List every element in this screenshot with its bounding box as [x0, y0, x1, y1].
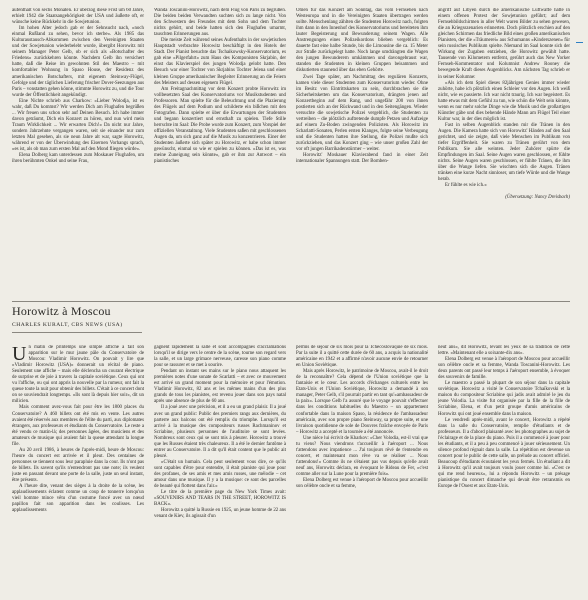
paragraph-text: A l'heure dite, venant des sièges à la droite de la scène, les applaudissements éclatent comme un coup de tonnerre lorsqu'un vieil homme mince vêtu d'un costume foncé avec un nœud papillon fait son apparition dans les coulisses. Les applaudissements	[12, 484, 144, 514]
french-column-2	[154, 345, 286, 595]
german-column-4	[438, 8, 570, 298]
paragraph-text: Le maestro a passé la plupart de son séjour dans la capitale soviétique. Horowitz a visité le Conservatoire Tchaïkovski et la maison du compositeur Scriabine qui jadis avait admiré le jeu du jeune Volodia. La visite fut organisée par la fille de la fille de Scriabine, Elena, et d'un petit groupe d'amis américains de Horowitz qui ont joué ensemble dans la maison.	[438, 381, 570, 417]
section-divider	[12, 301, 570, 302]
paragraph-text: Mais après Horowitz, le patrimoine de Moscou, avait-il le droit de la reconnaître? Cela dépend de l'Union soviétique que la fantaisie et le cœur. Les accords d'échanges culturels entre les Etats-Unis et l'Union Soviétique, Horowitz a demandé à son manager, Peter Gelb, s'il pourrait partir en tant qu'»ambassadeur de la paix«. Lorsque Gelb l'a assuré que le voyage pouvait s'effectuer dans les conditions habituelles du Maestro – un appartement confortable dans la maison Spaso, la résidence de l'ambassadeur américain, avec son propre piano Steinway, sa propre suite, et une livraison quotidienne de sole de Douvres fraîche envoyée de Paris – Horowitz a accepté et la tournée a été annoncée.	[296, 369, 428, 435]
paragraph-text: Fast in selben Augenblick standen mir die Tränen in den Augen. Die Kamera hatte sich von Horowitz' Händen auf den Saal gerichtet, und sie zeigte, daß viele Menschen im Publikum von tiefer Ergriffenheit. Sie waren zu Tränen gerührt von dem Publikum. Sie alle weinten. Jeder Zuhörer spürte die Empfindungen im Saal. Seine Augen waren geschlossen, er fühlte nichts. Seine Augen waren geschlossen, er fühlte Tränen, die ihm über die Wange liefen. Sie wischten sich die Augen. Tränen tränken eine kurze Nacht sinnloser, um tiefe Würde und die Wange herab.	[438, 122, 570, 183]
german-column-2	[154, 8, 286, 298]
german-section	[12, 8, 570, 298]
paragraph	[12, 8, 144, 26]
byline-rule	[12, 332, 142, 333]
paragraph	[12, 26, 144, 99]
paragraph	[12, 448, 144, 484]
paragraph	[296, 369, 428, 436]
paragraph	[438, 357, 570, 381]
paragraph	[154, 87, 286, 166]
paragraph-text: Au 20 avril 1986, à heures de l'après-midi, heure de Moscou: l'heure du concert est arrivée et il pleut. Des centaines de personnes se tiennent sous leur parapluie dans la cour. Ils n'ont pas de billets. Ils savent qu'ils n'entendront pas une note; ils veulent juste en passant devant une porte de la salle, juste un seul instant, être présents.	[12, 447, 144, 484]
article-byline: CHARLES KURALT, CBS NEWS (USA)	[12, 322, 123, 328]
french-column-3	[296, 345, 428, 595]
paragraph	[438, 8, 570, 81]
french-column-1	[12, 345, 144, 595]
paragraph	[154, 460, 286, 490]
paragraph	[154, 508, 286, 520]
paragraph-text: Elena Dolberg est venue à l'aéroport de Moscou pour accueillir son célèbre oncle et sa femme, Wanda Toscanini-Horowitz. Les deux parents ont passé leur temps à l'aéroport ensemble, à évoquer des souvenirs de famille.	[438, 357, 570, 381]
paragraph	[296, 478, 428, 490]
french-section	[12, 345, 570, 595]
paragraph	[296, 436, 428, 478]
paragraph-text: Wanda Toscanini-Horowitz, nach dem Flug von Paris zu begrüßen. Die beiden beiden Verwandten suchten sich zu lange nicht. Von den Schwestern des Freundes mit dem Sohn und dem Tochter nichts gehört, und beide hatten sich den Flughafen umarmt, tauschten Erinnerungen aus.	[154, 8, 286, 38]
paragraph	[154, 38, 286, 86]
paragraph-text: Mais comment avez-vous fait pour être les 1800 places du Conservatoire? A 460 billets ont été mis en vente. Les autres avaient été réservés aux membres de l'élite du parti, aux diplomates étrangers, aux professeurs et étudiants du Conservatoire. Le reste a été vendu ce matin-là; des personnes âgées, des musiciens et des amateurs de musique qui avaient fait la queue attendant la longue file.	[12, 405, 144, 447]
paragraph	[12, 484, 144, 514]
paragraph	[438, 345, 570, 357]
paragraph-text: »Als ich dem Spiel dieses 82jährigen Genies immer wieder zuhörte, habe ich plötzlich einen Schleier vor den Augen. Ich weiß nicht, wie es passierte. Ich war nicht traurig. Ich war begeistert. Es hatte etwas mit dem Gefühl zu tun, wie schön die Welt sein könnte, wenn es nur mehr solche Dinge wie die Musik und die großartigen Künstler gäbe und dies behende Hände Mann am Flügel Teil einer Kultur war, in der dies möglich ist.	[438, 80, 570, 122]
paragraph-text: Er fühlte es wie ich.«	[445, 183, 487, 189]
paragraph	[438, 381, 570, 417]
paragraph-text: Elena Dolberg kam unterdessen zum Moskauer Flughafen, um ihren berühmten Onkel und seine Frau,	[12, 153, 144, 165]
paragraph	[154, 345, 286, 369]
drop-cap: U	[12, 345, 27, 365]
paragraph	[154, 490, 286, 508]
paragraph-text: Zwei Tage später, am Nachmittag des regulären Konzerts, kamen viele dieser Studenten zum Konservatorium wieder. Ohne im Besitz von Eintrittskarten zu sein, durchbrachen sie die Sicherheitsketten um das Konservatorium, drängten jenen auf Konzertbeginn auf dem Rang, und ungefähr 200 von ihnen postierten sich an der Rückwand und in den Seitengängen. Wieder versuchte die sowjetische Polizei vergeblich, die Studenten zu vertreiben – die plötzlich auftretende dumpfe Petzen und Aufzeige auf einem Zu-Boden zwingenden Polizisten. Als Horowitz im Scharlatti-Sonaten, Perlen ersten Klanges, folgte seine Verbeugung und die Studenten hatten ihre Stellung, die Polizei mußte sich zurückziehen, und das Konzert ging – wie unser großen Zahl der vor oft jungen Barrikadenstürmer – weiter.	[296, 74, 428, 153]
german-column-3	[296, 8, 428, 298]
paragraph	[296, 8, 428, 75]
paragraph-text: Die meiste Zeit während seines Aufenthalts in der sowjetischen Hauptstadt verbrachte Horowitz beschäftigt in den Hotels der Stadt. Der Pianist besuchte das Tschaikowsky-Konservatorium, es gab eine »Pilgerfahrt« zum Haus des Komponisten Skrjabin, der einst das Klavierspiel des jungen Wolodja gelobt hatte. Den Besuch war einer Tochter von Skrjabins Tochter Jelena und einer kleinen Gruppe amerikanischer Begleiter Erinnerung an die Feiern des Meisters auf dessen eigenem Flügel.	[154, 38, 286, 86]
paragraph-text: gagnent rapidement la salle et sont accompagnés d'acclamations lorsqu'il se dirige vers le centre de la scène, tourne son regard vers la salle, et un large grimace nerveuse, caresse son piano comme pour se rassurer et se met à sourire.	[154, 345, 286, 369]
paragraph-text: n matin de printemps une simple affiche a fait son apparition sur le mur jaune pâle du Conservatoire de Moscou: Vladimir Horowitz. On pouvait y lire que »Vladimir Horowitz (USA)« donnerait un récital de piano. Seulement une affiche – mais elle déclencha un courant électrique de surprise et de joie à travers la capitale soviétique. Ceux qui ont vu l'affiche, ou qui ont appris la nouvelle par la rumeur, ont fait la queue toute la nuit pour obtenir des billets. C'était à ce concert dont on se souviendrait longtemps. »Ils sont là depuis hier soir«, dit un milicien.	[12, 345, 144, 405]
paragraph-text: Une nièce lui écrivit de Kharkov: »Cher Volodia, est-il vrai que tu viens? Nous viendrons t'accueillir à l'aéroport ... Nous t'attendons avec impatience ... J'ai toujours rêvé de t'entendre en concert, et maintenant mon rêve va se réaliser ... Nous t'attendons!« Comme ils ne s'étaient pas vus depuis qu'elle avait neuf ans, Horowitz déclara, en évoquant le Rideau de Fer, »c'est comme aller sur la Lune pour la première fois«.	[296, 435, 428, 477]
paragraph-text: Il a joué avec une précision, et il a eu un grand plaisir. Il a joué avec un grand public: Public des premiers rangs aux dernières, du parterre aux balcons ont été remplis du triomphe. Lorsqu'il est arrivé à la musique des compositeurs russes Rachmaninov et Scriabine, plusieurs personnes de l'auditoire se sont levées. Nombreux sont ceux qui se sont mis à pleurer. Horowitz a trouvé que les Russes étaient très chaleureux. Il a été le dernier fantôme à entrer au Conservatoire. Il a dit qu'il était content que le public ait pleuré.	[154, 405, 286, 459]
paragraph	[438, 418, 570, 491]
paragraph	[296, 153, 428, 165]
paragraph	[12, 405, 144, 447]
paragraph-text: Omen für das Konzert am Sonntag, das vom Fernsehen nach Westeuropa und in die Vereinigten Staaten übertragen werden sollte. Menschenlang zählten die Studenten Horowitz nach, folgten ihm dann in den Innenhof des Konservatoriums und bereiteten ihm lauter Begeisterung und Bewunderung seinem Wagen. Alle Anstrengungen eines Polizeikordons blieben vergeblich: Es dauerte fast eine halbe Stunde, bis die Limousine die ca. 15 Meter zur Straße zurückgelegt hatte. Noch lange umdrängten die Wagen den jungen Bewunderern umkämmen und davongebraust war, standen die Studenten in kleinen Gruppen beisammen und diskutierten staunend über das eben Gehörte.	[296, 8, 428, 74]
paragraph-text: Horowitz' Moskauer Klavierabend fand in einer Zeit internationaler Spannungen statt. Der Bomben-	[296, 153, 428, 165]
paragraph	[438, 183, 570, 189]
french-column-4	[438, 345, 570, 595]
paragraph	[154, 405, 286, 459]
paragraph	[438, 81, 570, 123]
paragraph-text: aufenthalt von sechs Monaten. Er überzog diese Frist um 60 Jahre, erhielt 1942 die Staatsangehörigkeit der USA und äußerte oft, er wünsche keine Rückkehr in die Sowjetunion.	[12, 8, 144, 26]
paragraph-text: Le titre de la première page du New York Times avait: »SOUVENIRS AND TEARS IN THE STREET, HOROWITZ IS BACK«.	[154, 490, 286, 508]
paragraph	[154, 369, 286, 405]
paragraph-text: »C'était un humain. Cela peut seulement vous dire, ce qu'ils sont capables d'être pour entendre, il était pianiste qui joue pour des profanes, de ses amis et mes amis russes, une mélodie – cet amour dans une musique. Il y a la musique: ce sont des parcelles de beauté qui flottent dans l'air.«	[154, 459, 286, 490]
paragraph-text: Le vendredi après-midi, avant le concert, Horowitz a répété dans la salle du Conservatoire, remplie d'étudiants et de professeurs. Il a d'abord plaisanté avec les photographes au sujet de l'éclairage et de la place du piano. Puis il a commencé à jouer pour les étudiants, et il a peu à peu commencé à jouer sérieusement. Un silence profond régnait dans la salle. La répétition est devenue un concert pour le public de cette salle, un prélude au concert officiel. Beaucoup d'étudiants écoutaient les yeux fermés. Un étudiant a dit à Horowitz qu'il avait toujours voulu jouer comme lui. »C'est ce qui me rend heureux«, lui a répondu Horowitz – un présage pianistique du concert dimanche qui devait être retransmis en Europe de l'Ouest et aux Etats-Unis.	[438, 417, 570, 490]
paragraph-text: Am Freitagnachmittag vor dem Konzert probte Horowitz im vollbesetzten Saal des Konservatoriums vor Musikstudenten und Professoren. Man spielte für die Beleuchtung und die Plazierung des Flügels auf dem Podium und schilderte ein bißchen mit den Fotografen. Dann spielte er über die Erwartungen der Studenten und begann konzertiert und ernsthaft zu spielen. Tiefe Stille herrschte im Saal: Die Probe wurde zum Konzert, zum Vorspiel der offiziellen Veranstaltung. Viele Studenten saßen mit geschlossenen Augen da, um sich ganz auf die Musik zu konzentrieren. Einer der Studenten äußerte sich später zu Horowitz, er habe schon immer gewünscht, einmal so wie er spielen zu können. »Das ist es, was meine Zuneigung sein könnte«, gab er ihm zur Antwort – ein pianistisches	[154, 86, 286, 165]
paragraph-text: permis de séjour de six mois pour la Tchécoslovaquie de six mois. Par la suite il a quitté cette durée de 60 ans, a acquis la nationalité américaine en 1942 et a affirmé n'avoir aucune envie de retourner en Union Soviétique.	[296, 345, 428, 369]
paragraph-text: Elena Dolberg est venue à l'aéroport de Moscou pour accueillir son célèbre oncle et sa femme,	[296, 478, 428, 490]
translator-credit: (Übersetzung: Nancy Dreisbach)	[505, 195, 570, 201]
paragraph	[12, 99, 144, 153]
article-title: Horowitz à Moscou	[12, 304, 111, 318]
paragraph-text: neuf ans«, dit Horowitz, levant les yeux de sa tradition de cette lettre. »Maintenant elle a soixante-dix ans«.	[438, 345, 570, 357]
paragraph-text: Pendant un instant ses mains sur le piano nous attaquent les premières notes d'une sonate de Scarlatti – et avec ce mouvement est arrivé un grand moment pour la mémoire et pour l'émotion. Vladimir Horowitz, 82 ans et les mêmes mains d'un des plus grands de tous les pianistes, est revenu jouer dans son pays natal après une absence de plus de 60 ans.	[154, 369, 286, 405]
paragraph	[12, 345, 144, 405]
paragraph	[296, 75, 428, 154]
german-column-1	[12, 8, 144, 298]
paragraph-text: Eine Nichte schrieb aus Charkow: »Lieber Wolodja, ist es wahr, daß Du kommst? Wir werden Dich am Flughafen begrüßen ... Wir freuen uns schon sehr auf Deinen Besuch. Ich habe immer davon geträumt, Dich ein Konzert zu hören, und nun wird mein Traum Wirklichkeit ... Wir erwarten Dich!« Da nicht nur Jahre, sondern Jahrzehnte vergangen waren, seit sie einander nur zum letzten Mal gesehen, als sie neun Jahre alt war, sagte Horowitz, während er von der Überwindung des Eisernen Vorhangs sprach, »es ist, als ob man zum ersten Mal auf den Mond fliegen würde«.	[12, 98, 144, 153]
paragraph	[154, 8, 286, 38]
paragraph-text: Horowitz a quitté la Russie en 1925, un jeune homme de 22 ans venant de Kiev, ils agissait d'un	[154, 508, 286, 520]
paragraph-text: angriff auf Libyen durch die amerikanische Luftwaffe hatte in einem offenen Protest der Sowjetunion geführt; auf dem Fernsehbildschirmen in aller Welt waren Bilder zu sehen gewesen, die an Kriegsszenarien erinnerten. Doch plötzlich erschien auf den gleichen Schirmen das friedliche Bild eines großen amerikanischen Pianisten, der die »Träumerei« aus Schumanns »Kinderszenen« für sein russisches Publikum spielte. Niemand im Saal konnte sich der Wirkung der Zugaben entziehen, die Horowitz gewählt hatte. Tausende von Kilometern entfernt, gerührt auch das New Yorker Fernseh-Kommentator und Kolumnist Andrew Rooney die bewegende Kraft dieses Augenblicks. Am nächsten Tag schrieb er in seiner Kolumne:	[438, 8, 570, 80]
margin-marker	[576, 42, 583, 43]
paragraph	[12, 153, 144, 165]
paragraph	[438, 123, 570, 183]
paragraph-text: Im hohen Alter jedoch gab er der Sehnsucht nach, »noch einmal Rußland zu sehen, bevor ich sterbe«. Als 1985 das Kulturaustausch-Abkommen zwischen den Vereinigten Staaten und der Sowjetunion wiederbelebt wurde, übergibt Horowitz mit seinem Manager Peter Gelb, ob er sich als »Botschafter des Friedens« zurückkehren könnte. Nachdem Gelb ihn versichert hatte, daß die Reise im gewohnten Stil des Maestro – mit komfortabler Wohnung in Spaso House, der Residenz des amerikanischen Botschafters, mit eigenem Steinway-Flügel, Gefolge und der täglichen Lieferung frischer Dover-Seezungen aus Paris – vonstatten gehen könne, stimmte Horowitz zu, und die Tour wurde der Öffentlichkeit angekündigt.	[12, 26, 144, 98]
paragraph	[296, 345, 428, 369]
